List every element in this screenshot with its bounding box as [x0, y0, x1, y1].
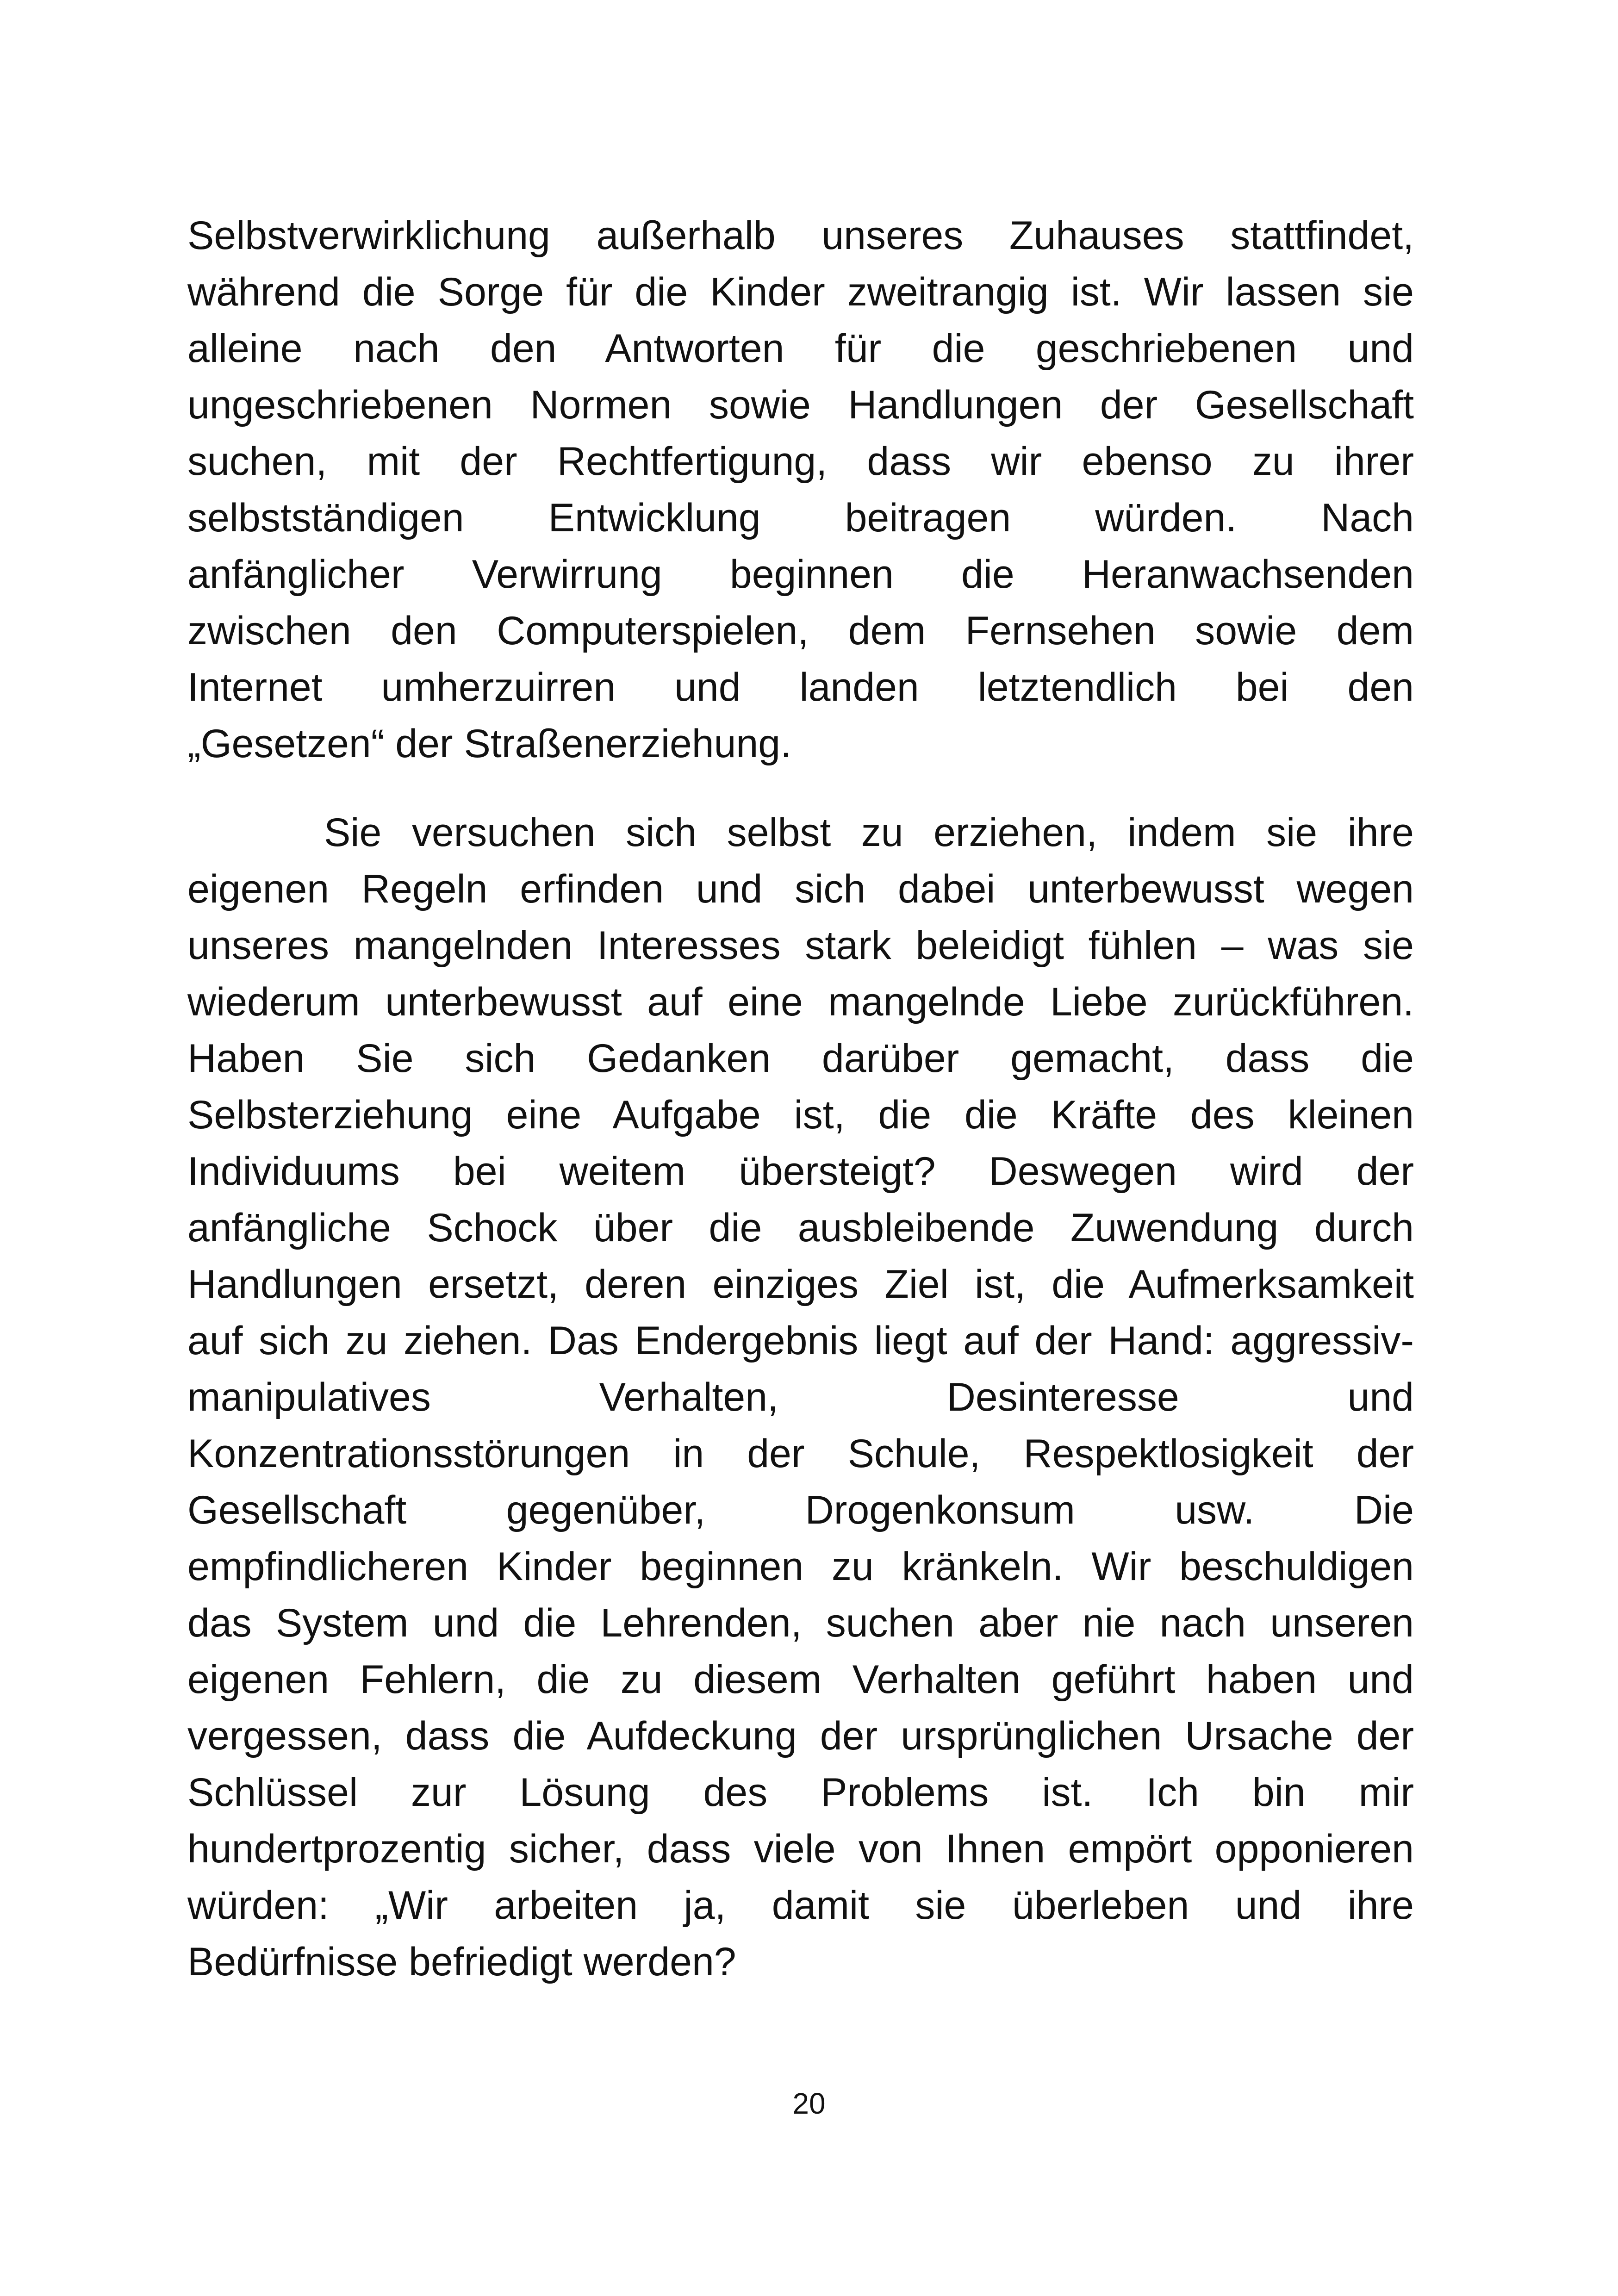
text-line: Bedürfnisse befriedigt werden?: [187, 1940, 736, 1984]
text-line: anfängliche Schock über die ausbleibende Zuwendung durch: [187, 1206, 1414, 1250]
text-line: das System und die Lehrenden, suchen aber nie nach unseren: [187, 1601, 1414, 1645]
text-line: Haben Sie sich Gedanken darüber gemacht, dass die: [187, 1036, 1414, 1081]
paragraph-1: [187, 207, 1414, 772]
text-line: Handlungen ersetzt, deren einziges Ziel ist, die Aufmerksamkeit: [187, 1262, 1414, 1307]
page-number: 20: [792, 2087, 826, 2120]
text-line: eigenen Regeln erfinden und sich dabei unterbewusst wegen: [187, 867, 1414, 911]
text-line: Sie versuchen sich selbst zu erziehen, indem sie ihre: [324, 810, 1414, 855]
text-line: selbstständigen Entwicklung beitragen würden. Nach: [187, 496, 1414, 540]
text-line: Selbsterziehung eine Aufgabe ist, die die Kräfte des kleinen: [187, 1093, 1414, 1137]
text-line: auf sich zu ziehen. Das Endergebnis liegt auf der Hand: aggressiv-: [187, 1319, 1414, 1363]
text-line: Selbstverwirklichung außerhalb unseres Zuhauses stattfindet,: [187, 213, 1414, 258]
text-line: manipulatives Verhalten, Desinteresse und: [187, 1375, 1414, 1419]
text-line: anfänglicher Verwirrung beginnen die Heranwachsenden: [187, 552, 1414, 597]
text-line: vergessen, dass die Aufdeckung der ursprünglichen Ursache der: [187, 1714, 1414, 1758]
text-line: zwischen den Computerspielen, dem Fernsehen sowie dem: [187, 609, 1414, 653]
text-line: Schlüssel zur Lösung des Problems ist. Ich bin mir: [187, 1770, 1414, 1815]
text-line: suchen, mit der Rechtfertigung, dass wir ebenso zu ihrer: [187, 439, 1414, 484]
paragraph-gap: [187, 772, 1414, 804]
text-line: würden: „Wir arbeiten ja, damit sie überleben und ihre: [187, 1883, 1414, 1928]
paragraph-2: [187, 804, 1414, 1990]
text-line: wiederum unterbewusst auf eine mangelnde Liebe zurückführen.: [187, 980, 1414, 1024]
text-line: alleine nach den Antworten für die geschriebenen und: [187, 326, 1414, 371]
text-line: empfindlicheren Kinder beginnen zu kränkeln. Wir beschuldigen: [187, 1544, 1414, 1589]
text-line: eigenen Fehlern, die zu diesem Verhalten geführt haben und: [187, 1657, 1414, 1702]
text-line: unseres mangelnden Interesses stark beleidigt fühlen – was sie: [187, 923, 1414, 968]
text-line: Konzentrationsstörungen in der Schule, Respektlosigkeit der: [187, 1431, 1414, 1476]
text-line: Internet umherzuirren und landen letztendlich bei den: [187, 665, 1414, 709]
text-line: „Gesetzen“ der Straßenerziehung.: [187, 722, 791, 766]
text-line: Individuums bei weitem übersteigt? Deswegen wird der: [187, 1149, 1414, 1194]
text-line: ungeschriebenen Normen sowie Handlungen der Gesellschaft: [187, 383, 1414, 427]
body-text: [187, 207, 1414, 1990]
text-line: Gesellschaft gegenüber, Drogenkonsum usw. Die: [187, 1488, 1414, 1532]
text-line: während die Sorge für die Kinder zweitrangig ist. Wir lassen sie: [187, 270, 1414, 314]
text-line: hundertprozentig sicher, dass viele von Ihnen empört opponieren: [187, 1827, 1414, 1871]
